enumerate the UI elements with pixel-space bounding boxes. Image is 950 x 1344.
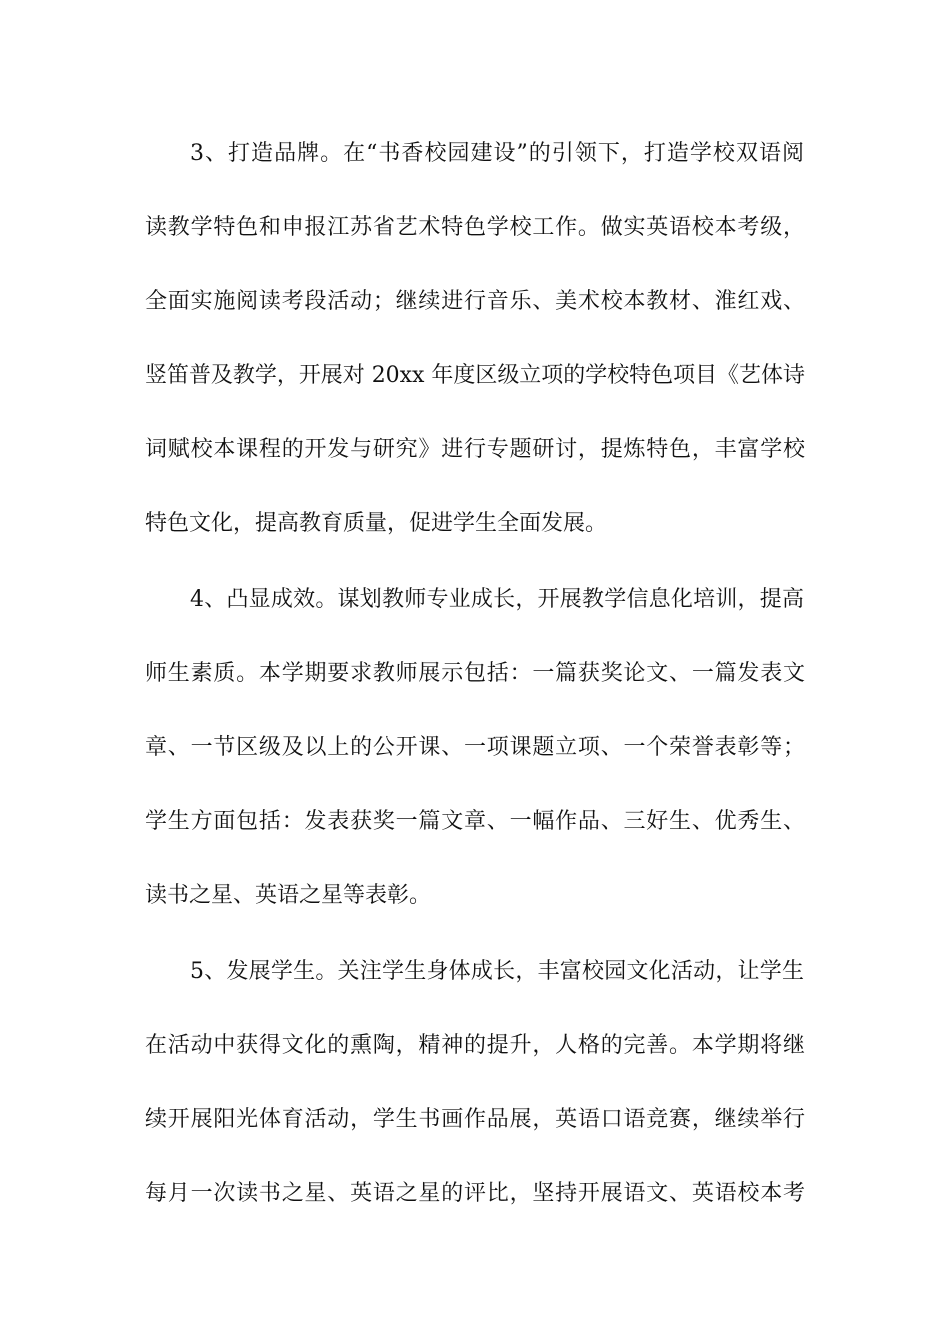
text-line: 章、一节区级及以上的公开课、一项课题立项、一个荣誉表彰等； xyxy=(145,735,806,760)
text-line: 读教学特色和申报江苏省艺术特色学校工作。做实英语校本考级， xyxy=(145,215,806,240)
paragraph-2-line-5 xyxy=(0,876,950,916)
paragraph-1-line-1 xyxy=(0,134,950,174)
text-line: 5、发展学生。关注学生身体成长，丰富校园文化活动，让学生 xyxy=(190,959,805,984)
text-line: 全面实施阅读考段活动；继续进行音乐、美术校本教材、淮红戏、 xyxy=(145,289,806,314)
paragraph-3-line-4 xyxy=(0,1174,950,1214)
paragraph-1-line-3 xyxy=(0,282,950,322)
paragraph-2-line-4 xyxy=(0,802,950,842)
text-line: 在活动中获得文化的熏陶，精神的提升，人格的完善。本学期将继 xyxy=(145,1033,806,1058)
paragraph-3-line-2 xyxy=(0,1026,950,1066)
paragraph-1-line-6 xyxy=(0,504,950,544)
text-line: 4、凸显成效。谋划教师专业成长，开展教学信息化培训，提高 xyxy=(190,587,805,612)
paragraph-1-line-5 xyxy=(0,430,950,470)
paragraph-2-line-2 xyxy=(0,654,950,694)
paragraph-3-line-1 xyxy=(0,952,950,992)
text-line: 师生素质。本学期要求教师展示包括：一篇获奖论文、一篇发表文 xyxy=(145,661,806,686)
paragraph-1-line-4 xyxy=(0,356,950,396)
text-line: 竖笛普及教学，开展对 20xx 年度区级立项的学校特色项目《艺体诗 xyxy=(145,363,805,388)
text-line: 读书之星、英语之星等表彰。 xyxy=(145,883,432,908)
paragraph-3-line-3 xyxy=(0,1100,950,1140)
text-line: 续开展阳光体育活动，学生书画作品展，英语口语竞赛，继续举行 xyxy=(145,1107,806,1132)
paragraph-2-line-3 xyxy=(0,728,950,768)
text-line: 3、打造品牌。在“书香校园建设”的引领下，打造学校双语阅 xyxy=(190,141,806,166)
text-line: 词赋校本课程的开发与研究》进行专题研讨，提炼特色，丰富学校 xyxy=(145,437,806,462)
text-line: 每月一次读书之星、英语之星的评比，坚持开展语文、英语校本考 xyxy=(145,1181,806,1206)
text-line: 学生方面包括：发表获奖一篇文章、一幅作品、三好生、优秀生、 xyxy=(145,809,806,834)
paragraph-2-line-1 xyxy=(0,580,950,620)
text-line: 特色文化，提高教育质量，促进学生全面发展。 xyxy=(145,511,608,536)
paragraph-1-line-2 xyxy=(0,208,950,248)
